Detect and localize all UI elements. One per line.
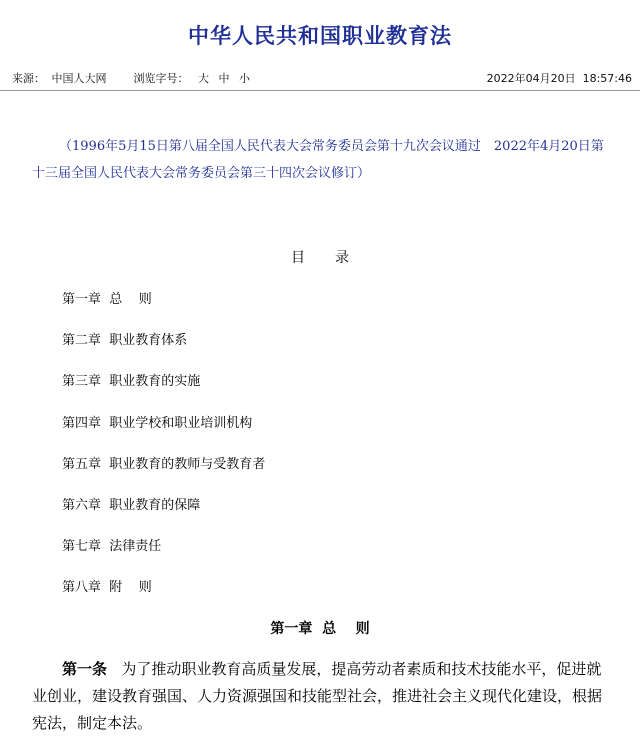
source-value: 中国人大网	[51, 72, 107, 85]
toc-item: 第二章 职业教育体系	[62, 333, 188, 349]
article-text: 为了推动职业教育高质量发展，提高劳动者素质和技术技能水平，促进就业创业，建设教育强国、人力资源强国和技能型社会，推进社会主义现代化建设，根据宪法，制定本法。	[32, 660, 603, 732]
toc-item: 第五章 职业教育的教师与受教育者	[62, 456, 266, 472]
article-paragraph	[32, 656, 612, 737]
publish-datetime: 2022年04月20日 18:57:46	[486, 72, 632, 85]
chapter-heading: 第一章 总 则	[270, 621, 370, 637]
meta-left	[12, 70, 253, 86]
toc-item: 第六章 职业教育的保障	[62, 497, 201, 513]
revision-note: （1996年5月15日第八届全国人民代表大会常务委员会第十九次会议通过 2022年4月20日第十三届全国人民代表大会常务委员会第三十四次会议修订）	[32, 139, 604, 181]
toc-item: 第八章 附 则	[62, 580, 152, 596]
toc-item: 第七章 法律责任	[62, 539, 162, 555]
font-size-label: 浏览字号：	[133, 72, 189, 85]
meta-bar	[12, 70, 632, 88]
toc-title: 目录	[291, 250, 379, 266]
toc-item: 第三章 职业教育的实施	[62, 374, 201, 390]
font-size-medium-link[interactable]: 中	[218, 72, 230, 85]
font-size-small-link[interactable]: 小	[239, 72, 250, 85]
font-size-large-link[interactable]: 大	[198, 72, 209, 85]
header-divider	[0, 90, 640, 91]
toc-item: 第四章 职业学校和职业培训机构	[62, 415, 253, 431]
source-label: 来源：	[12, 72, 45, 85]
table-of-contents	[62, 288, 602, 618]
page-title: 中华人民共和国职业教育法	[188, 24, 452, 48]
article-label: 第一条	[62, 660, 108, 678]
toc-item: 第一章 总 则	[62, 292, 152, 307]
